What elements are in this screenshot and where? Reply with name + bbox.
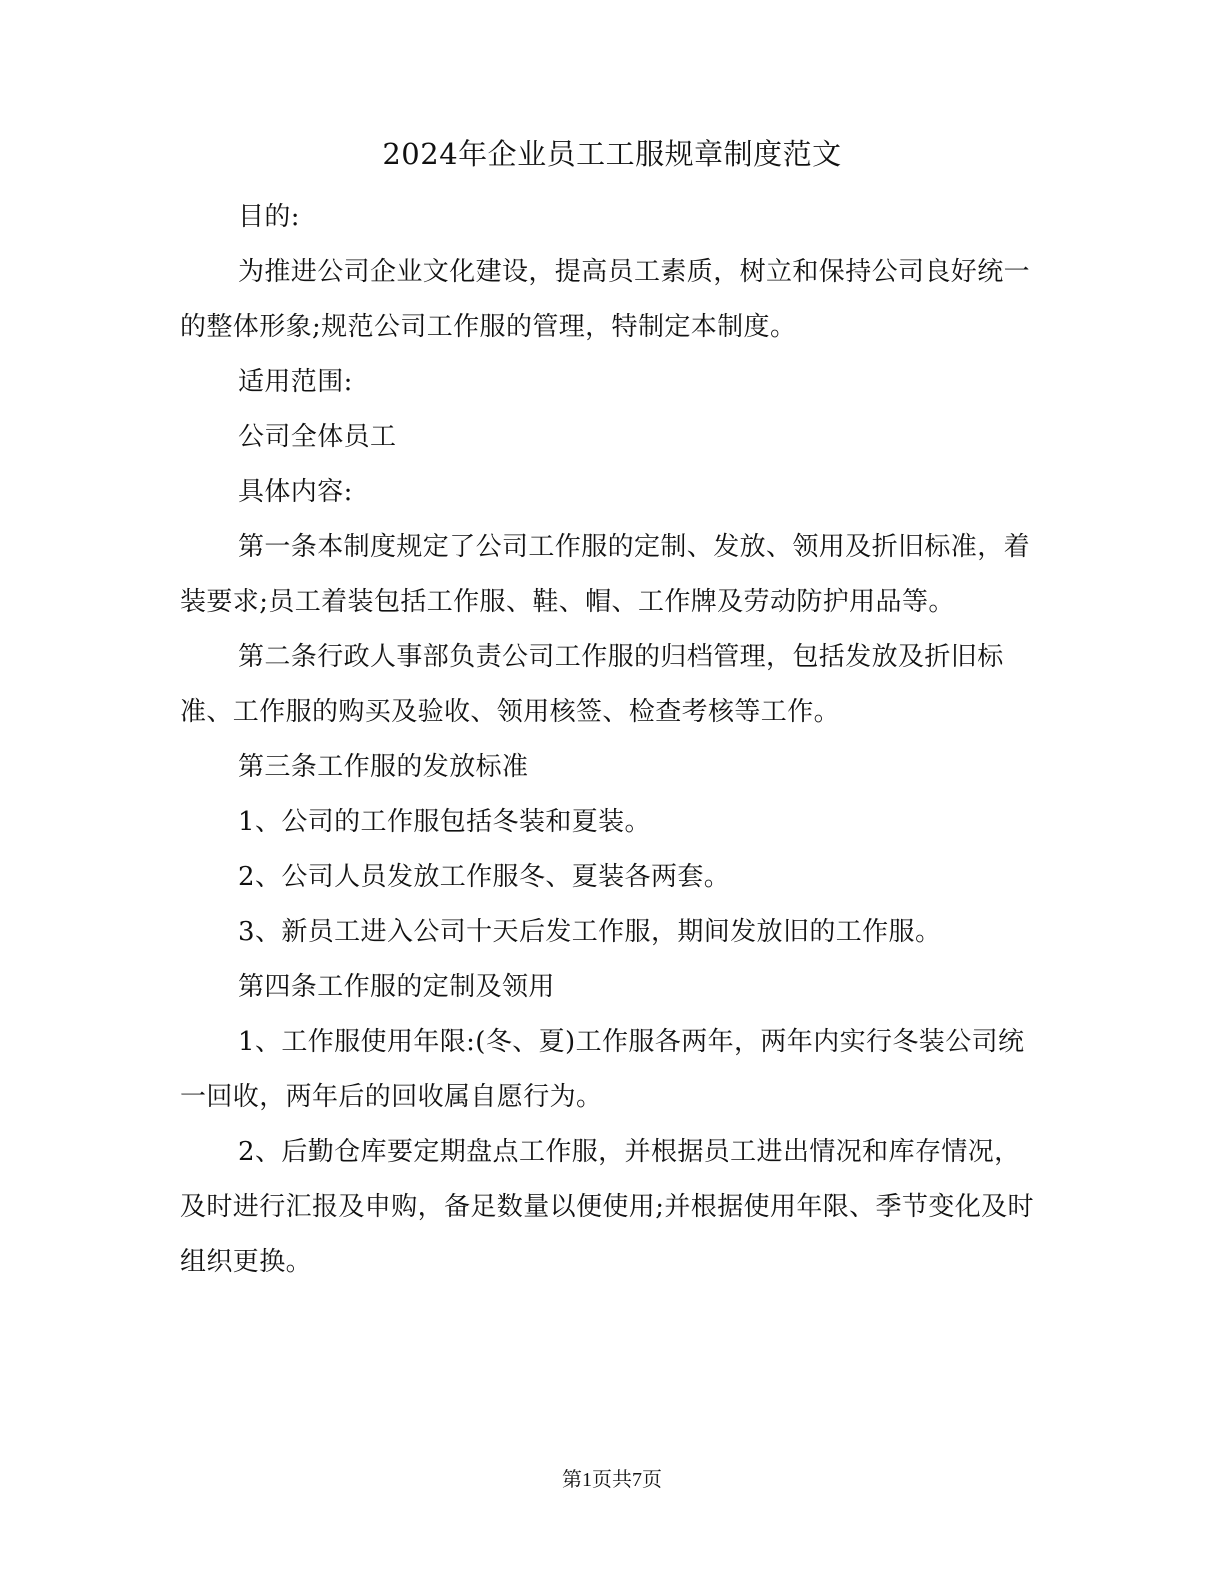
paragraph-purpose: 为推进公司企业文化建设，提高员工素质，树立和保持公司良好统一的整体形象;规范公司工作服的管理，特制定本制度。: [180, 257, 1031, 342]
paragraph-article-4-item-1: 1、工作服使用年限:(冬、夏)工作服各两年，两年内实行冬装公司统一回收，两年后的回收属自愿行为。: [180, 1027, 1025, 1112]
paragraph-article-3-item-3: 3、新员工进入公司十天后发工作服，期间发放旧的工作服。: [238, 917, 942, 947]
document-title: 2024年企业员工工服规章制度范文: [382, 137, 842, 171]
paragraph-purpose-heading: 目的:: [238, 202, 300, 232]
paragraph-article-4-item-2: 2、后勤仓库要定期盘点工作服，并根据员工进出情况和库存情况，及时进行汇报及申购，备足数量以便使用;并根据使用年限、季节变化及时组织更换。: [180, 1137, 1034, 1277]
paragraph-article-3-item-2: 2、公司人员发放工作服冬、夏装各两套。: [238, 862, 731, 892]
page-footer: 第1页共7页: [562, 1469, 662, 1491]
document-body: [180, 190, 1040, 1290]
paragraph-scope: 公司全体员工: [238, 422, 397, 452]
paragraph-article-2: 第二条行政人事部负责公司工作服的归档管理，包括发放及折旧标准、工作服的购买及验收、领用核签、检查考核等工作。: [180, 642, 1004, 727]
paragraph-scope-heading: 适用范围:: [238, 367, 353, 397]
paragraph-article-3: 第三条工作服的发放标准: [238, 752, 529, 782]
paragraph-article-1: 第一条本制度规定了公司工作服的定制、发放、领用及折旧标准，着装要求;员工着装包括工作服、鞋、帽、工作牌及劳动防护用品等。: [180, 532, 1031, 617]
paragraph-article-4: 第四条工作服的定制及领用: [238, 972, 555, 1002]
paragraph-article-3-item-1: 1、公司的工作服包括冬装和夏装。: [238, 807, 651, 837]
paragraph-content-heading: 具体内容:: [238, 477, 353, 507]
